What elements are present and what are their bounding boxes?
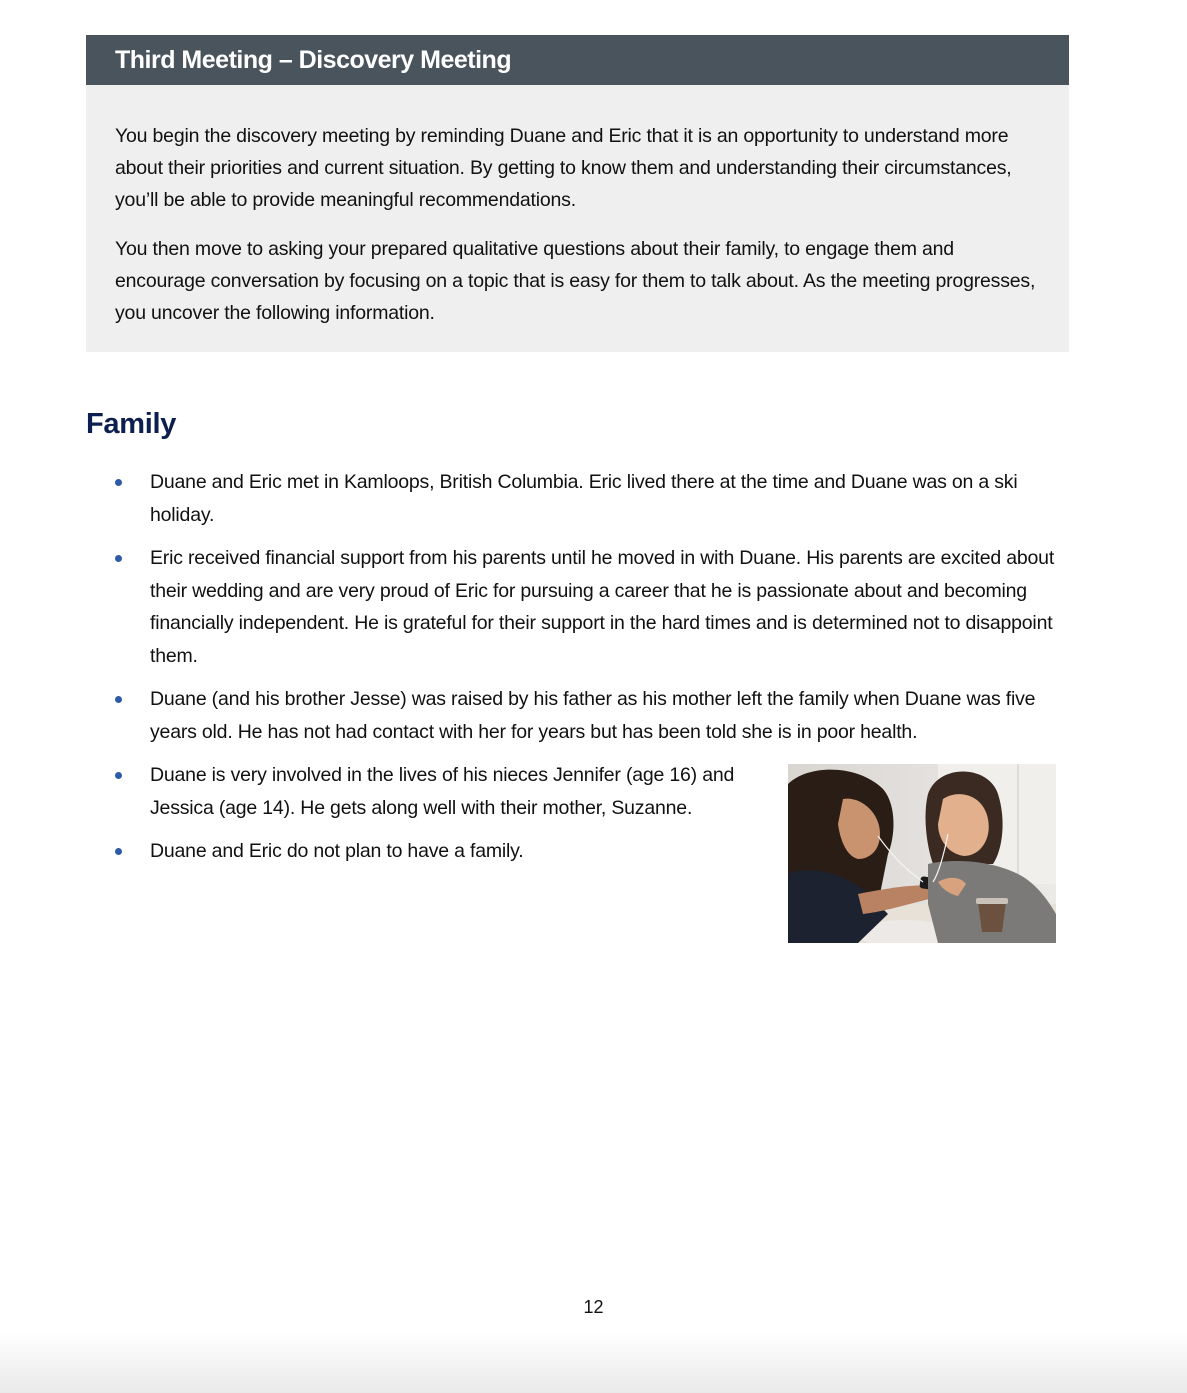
callout-paragraph: You begin the discovery meeting by reminding Duane and Eric that it is an opportunity to understand more about their priorities and current situation. By getting to know them and understanding their circumstances, you’ll be able to provide meaningful recommendations. xyxy=(115,125,1012,211)
page-bottom-shadow xyxy=(0,1333,1187,1393)
callout-paragraph: You then move to asking your prepared qualitative questions about their family, to engage them and encourage conversation by focusing on a topic that is easy for them to talk about. As the meeting progresses, you uncover the following information. xyxy=(115,238,1036,324)
list-item-text: Duane is very involved in the lives of his nieces Jennifer (age 16) and Jessica (age 14). He gets along well with their mother, Suzanne. xyxy=(150,764,735,819)
bullet-icon xyxy=(115,555,122,562)
list-item xyxy=(110,835,770,868)
discovery-meeting-callout xyxy=(86,35,1069,352)
list-item-text: Duane and Eric do not plan to have a family. xyxy=(150,840,524,862)
two-girls-photo-illustration xyxy=(788,764,1056,943)
list-item-text: Duane (and his brother Jesse) was raised by his father as his mother left the family when Duane was five years old. He has not had contact with her for years but has been told she is in poor health. xyxy=(150,688,1036,743)
bullet-icon xyxy=(115,848,122,855)
section-title-family: Family xyxy=(86,408,177,440)
bullet-icon xyxy=(115,479,122,486)
page-number: 12 xyxy=(583,1297,604,1317)
family-photo xyxy=(788,764,1056,943)
callout-title: Third Meeting – Discovery Meeting xyxy=(86,35,1069,85)
list-item-text: Eric received financial support from his parents until he moved in with Duane. His parents are excited about their wedding and are very proud of Eric for pursuing a career that he is passionate about and becoming financially independent. He is grateful for their support in the hard times and is determined not to disappoint them. xyxy=(150,547,1055,667)
list-item xyxy=(110,759,770,824)
list-item xyxy=(110,683,1070,748)
list-item xyxy=(110,542,1070,672)
callout-body xyxy=(86,85,1069,329)
list-item xyxy=(110,466,1070,531)
bullet-icon xyxy=(115,772,122,779)
bullet-icon xyxy=(115,696,122,703)
list-item-text: Duane and Eric met in Kamloops, British Columbia. Eric lived there at the time and Duane was on a ski holiday. xyxy=(150,471,1018,526)
